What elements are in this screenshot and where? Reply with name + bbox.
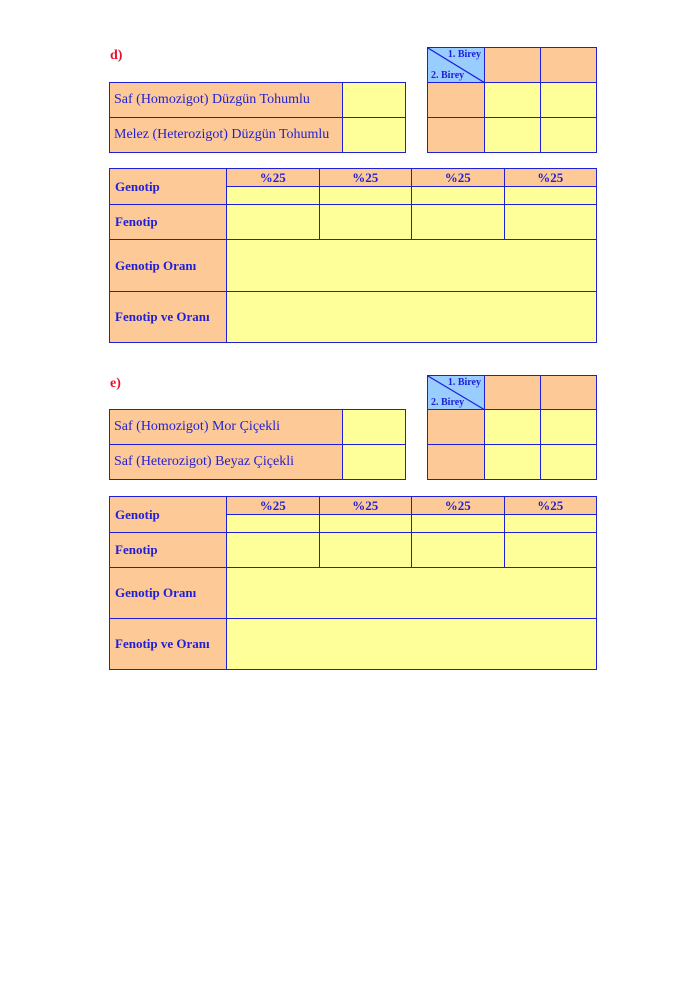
punnett-cell[interactable] (541, 445, 597, 480)
genotip-orani-header: Genotip Oranı (110, 568, 227, 619)
section-d-label: d) (110, 48, 123, 63)
percent-label: %25 (319, 169, 412, 187)
genotip-input[interactable] (412, 187, 505, 205)
fenotip-ve-orani-header: Fenotip ve Oranı (110, 619, 227, 670)
percent-label: %25 (504, 169, 597, 187)
genotip-orani-input[interactable] (227, 568, 597, 619)
percent-label: %25 (319, 497, 412, 515)
punnett-header-corner (428, 376, 485, 410)
punnett-cell[interactable] (541, 83, 597, 118)
genotip-orani-input[interactable] (227, 240, 597, 292)
punnett-header-corner (428, 48, 485, 83)
parent-1-input[interactable] (343, 410, 406, 445)
section-e-parents-table (109, 409, 406, 480)
punnett-gamete-top-1[interactable] (485, 376, 541, 410)
section-d-parents-table (109, 82, 406, 153)
birey-2-label: 2. Birey (431, 397, 465, 408)
fenotip-ve-orani-header: Fenotip ve Oranı (110, 292, 227, 343)
parent-2-input[interactable] (343, 445, 406, 480)
punnett-cell[interactable] (541, 118, 597, 153)
punnett-gamete-top-2[interactable] (541, 48, 597, 83)
parent-2-label: Melez (Heterozigot) Düzgün Tohumlu (110, 118, 343, 153)
punnett-gamete-left-2[interactable] (428, 445, 485, 480)
genotip-input[interactable] (412, 515, 505, 533)
percent-label: %25 (227, 169, 320, 187)
punnett-cell[interactable] (485, 118, 541, 153)
percent-label: %25 (412, 169, 505, 187)
punnett-gamete-left-1[interactable] (428, 83, 485, 118)
fenotip-header: Fenotip (110, 533, 227, 568)
fenotip-input[interactable] (504, 205, 597, 240)
fenotip-input[interactable] (227, 533, 320, 568)
section-e-results-table (109, 496, 597, 670)
genotip-input[interactable] (227, 187, 320, 205)
fenotip-ve-orani-input[interactable] (227, 292, 597, 343)
percent-label: %25 (504, 497, 597, 515)
genotip-input[interactable] (227, 515, 320, 533)
percent-label: %25 (412, 497, 505, 515)
punnett-cell[interactable] (485, 83, 541, 118)
section-d-punnett-square (427, 47, 597, 153)
percent-label: %25 (227, 497, 320, 515)
genotip-header: Genotip (110, 497, 227, 533)
fenotip-input[interactable] (319, 205, 412, 240)
birey-2-label: 2. Birey (431, 70, 465, 81)
punnett-cell[interactable] (541, 410, 597, 445)
fenotip-input[interactable] (319, 533, 412, 568)
punnett-gamete-top-2[interactable] (541, 376, 597, 410)
section-d-results-table (109, 168, 597, 343)
section-e-punnett-square (427, 375, 597, 480)
punnett-gamete-left-1[interactable] (428, 410, 485, 445)
fenotip-ve-orani-input[interactable] (227, 619, 597, 670)
genotip-input[interactable] (504, 515, 597, 533)
genotip-input[interactable] (319, 515, 412, 533)
parent-1-input[interactable] (343, 83, 406, 118)
punnett-gamete-left-2[interactable] (428, 118, 485, 153)
genotip-orani-header: Genotip Oranı (110, 240, 227, 292)
genotip-input[interactable] (319, 187, 412, 205)
fenotip-input[interactable] (412, 205, 505, 240)
birey-1-label: 1. Birey (447, 49, 481, 60)
birey-1-label: 1. Birey (447, 377, 481, 388)
fenotip-header: Fenotip (110, 205, 227, 240)
section-e-label: e) (110, 376, 121, 391)
parent-2-label: Saf (Heterozigot) Beyaz Çiçekli (110, 445, 343, 480)
parent-2-input[interactable] (343, 118, 406, 153)
punnett-cell[interactable] (485, 410, 541, 445)
parent-1-label: Saf (Homozigot) Düzgün Tohumlu (110, 83, 343, 118)
genotip-header: Genotip (110, 169, 227, 205)
parent-1-label: Saf (Homozigot) Mor Çiçekli (110, 410, 343, 445)
fenotip-input[interactable] (504, 533, 597, 568)
punnett-gamete-top-1[interactable] (485, 48, 541, 83)
genotip-input[interactable] (504, 187, 597, 205)
fenotip-input[interactable] (412, 533, 505, 568)
punnett-cell[interactable] (485, 445, 541, 480)
fenotip-input[interactable] (227, 205, 320, 240)
